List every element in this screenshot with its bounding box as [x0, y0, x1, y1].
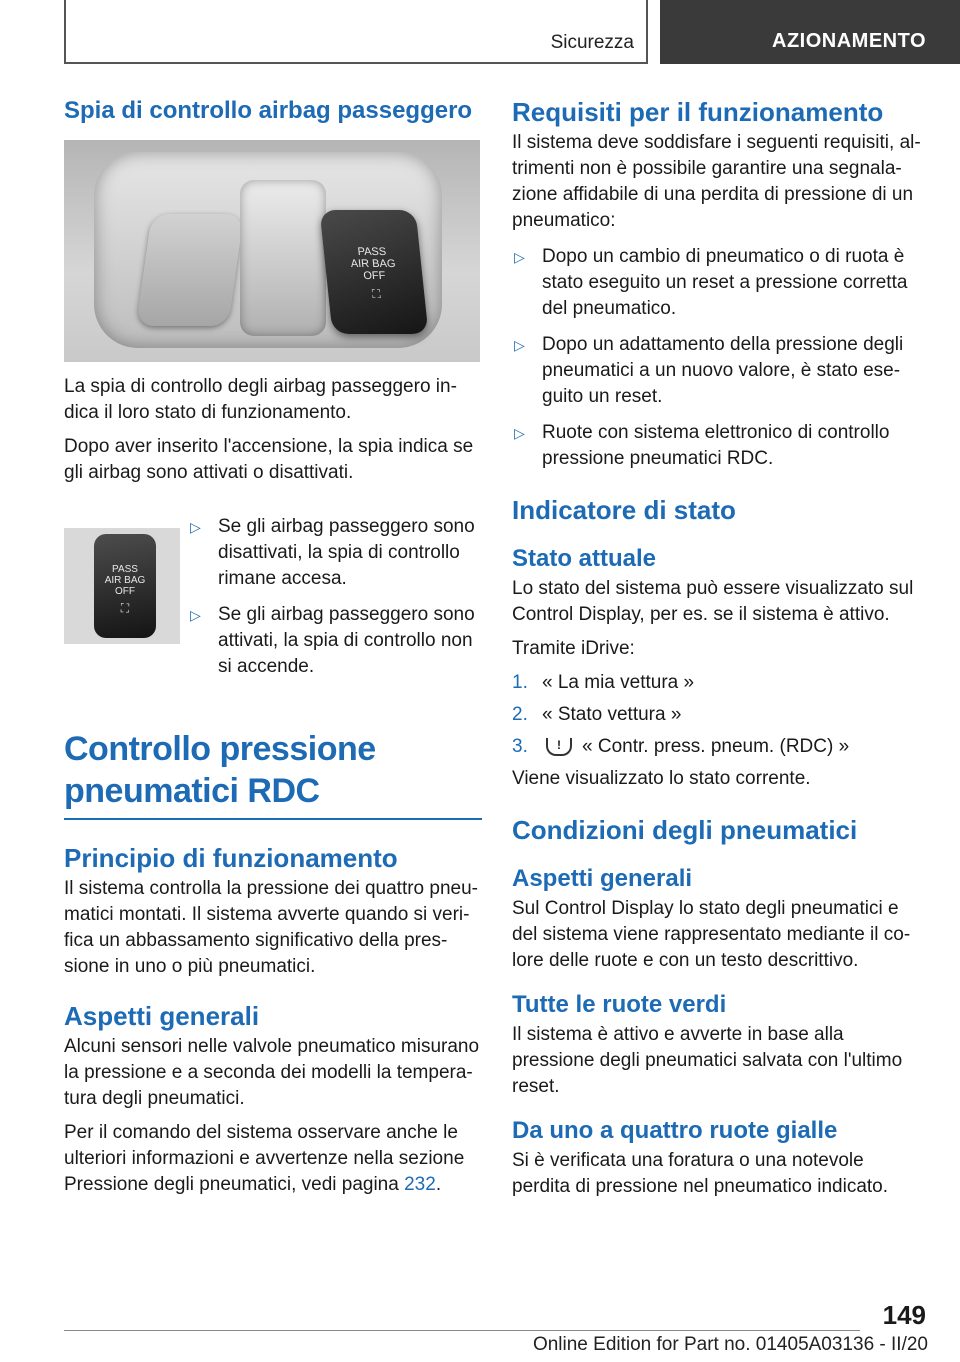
photo-button-line: PASS	[357, 246, 387, 258]
status-indicator-heading: Indicatore di stato	[512, 495, 736, 525]
current-status-heading: Stato attuale	[512, 545, 657, 572]
conditions-general-paragraph: Sul Control Display lo stato degli pneumatici e del sistema viene rappresentato mediante il co-lore delle ruote e con un testo descrittivo.	[512, 898, 911, 971]
requirements-heading: Requisiti per il funzionamento	[512, 97, 884, 127]
general-paragraph-1: Alcuni sensori nelle valvole pneumatico misurano la pressione e a seconda dei modelli la tempera-tura degli pneumatici.	[64, 1036, 480, 1109]
footer-divider	[64, 1330, 860, 1331]
general-heading: Aspetti generali	[64, 1001, 260, 1031]
list-item: 3. ! « Contr. press. pneum. (RDC) »	[512, 736, 850, 757]
header-section-label: Sicurezza	[550, 32, 634, 53]
requirements-paragraph: Il sistema deve soddisfare i seguenti requisiti, al-trimenti non è possibile garantire una segnala-zione affidabile di una perdita di pressione di un pneumatico:	[512, 132, 921, 231]
console-left-button	[136, 214, 244, 326]
console-middle-slot	[240, 180, 326, 336]
tire-pressure-warning-icon: !	[546, 738, 572, 756]
steps-result-paragraph: Viene visualizzato lo stato corrente.	[512, 768, 811, 789]
rdc-main-heading: Controllo pressione pneumatici RDC	[64, 730, 376, 810]
requirements-list	[512, 244, 926, 472]
current-status-paragraph: Lo stato del sistema può essere visualizzato sul Control Display, per es. se il sistema è attivo.	[512, 578, 914, 625]
all-green-paragraph: Il sistema è attivo e avverte in base alla pressione degli pneumatici salvata con l'ultimo reset.	[512, 1024, 903, 1097]
rdc-heading-block	[64, 728, 482, 820]
yellow-wheels-paragraph: Si è verificata una foratura o una notevole perdita di pressione nel pneumatico indicato.	[512, 1150, 889, 1197]
header-section-box	[64, 0, 648, 64]
list-item: ▷ Dopo un adattamento della pressione degli pneumatici a un nuovo valore, è stato ese-guito un reset.	[514, 334, 904, 407]
triangle-bullet-icon: ▷	[514, 425, 525, 441]
all-green-heading: Tutte le ruote verdi	[512, 991, 727, 1018]
list-item: 2. « Stato vettura »	[512, 704, 682, 725]
page-reference-link[interactable]: 232	[404, 1174, 436, 1195]
photo-button-line: OFF	[362, 270, 387, 282]
seated-passenger-airbag-icon: ⛶	[371, 287, 382, 301]
principle-paragraph: Il sistema controlla la pressione dei quattro pneu-matici montati. Il sistema avverte quando si veri-fica un abbassamento significativo della pres-sione in uno o più pneumatici.	[64, 878, 479, 977]
tire-conditions-heading: Condizioni degli pneumatici	[512, 815, 858, 845]
edition-footer: Online Edition for Part no. 01405A03136 - II/20	[532, 1334, 928, 1355]
right-column	[512, 96, 926, 1200]
header-chapter-tab: AZIONAMENTO	[660, 0, 960, 64]
triangle-bullet-icon: ▷	[514, 337, 525, 353]
airbag-paragraph-2: Dopo aver inserito l'accensione, la spia indica se gli airbag sono attivati o disattivati.	[64, 436, 474, 483]
principle-heading: Principio di funzionamento	[64, 843, 398, 873]
thumb-button-line: PASS	[112, 564, 138, 575]
airbag-light-heading: Spia di controllo airbag passeggero	[64, 97, 473, 124]
airbag-paragraph-1: La spia di controllo degli airbag passeggero in-dica il loro stato di funzionamento.	[64, 376, 457, 423]
thumb-button-line: AIR BAG	[104, 575, 146, 586]
triangle-bullet-icon: ▷	[190, 607, 201, 623]
list-item: ▷ Dopo un cambio di pneumatico o di ruota è stato eseguito un reset a pressione corretta del pneumatico.	[514, 246, 908, 319]
idrive-label: Tramite iDrive:	[512, 638, 635, 659]
pass-airbag-off-icon	[94, 534, 156, 638]
left-column	[64, 96, 482, 1198]
thumb-button-line: OFF	[115, 586, 135, 597]
list-item: 1. « La mia vettura »	[512, 672, 695, 693]
yellow-wheels-heading: Da uno a quattro ruote gialle	[512, 1117, 838, 1144]
list-item: ▷ Se gli airbag passeggero sono attivati, la spia di controllo non si accende.	[190, 604, 475, 677]
seated-passenger-airbag-icon: ⛶	[120, 601, 130, 615]
conditions-general-heading: Aspetti generali	[512, 865, 693, 892]
list-item: ▷ Ruote con sistema elettronico di controllo pressione pneumatici RDC.	[514, 422, 890, 469]
pass-airbag-off-indicator	[319, 210, 428, 334]
list-item: ▷ Se gli airbag passeggero sono disattivati, la spia di controllo rimane accesa.	[190, 516, 475, 589]
photo-button-line: AIR BAG	[350, 258, 397, 270]
triangle-bullet-icon: ▷	[190, 519, 201, 535]
airbag-status-list	[188, 514, 482, 690]
pass-airbag-thumbnail	[64, 528, 180, 644]
general-paragraph-2: Per il comando del sistema osservare anche le ulteriori informazioni e avvertenze nella sezione Pressione degli pneumatici, vedi pagina 232.	[64, 1122, 465, 1195]
airbag-status-block	[64, 514, 482, 684]
triangle-bullet-icon: ▷	[514, 249, 525, 265]
idrive-steps	[512, 670, 926, 760]
page-number: 149	[882, 1300, 926, 1330]
overhead-console-photo	[64, 140, 480, 362]
